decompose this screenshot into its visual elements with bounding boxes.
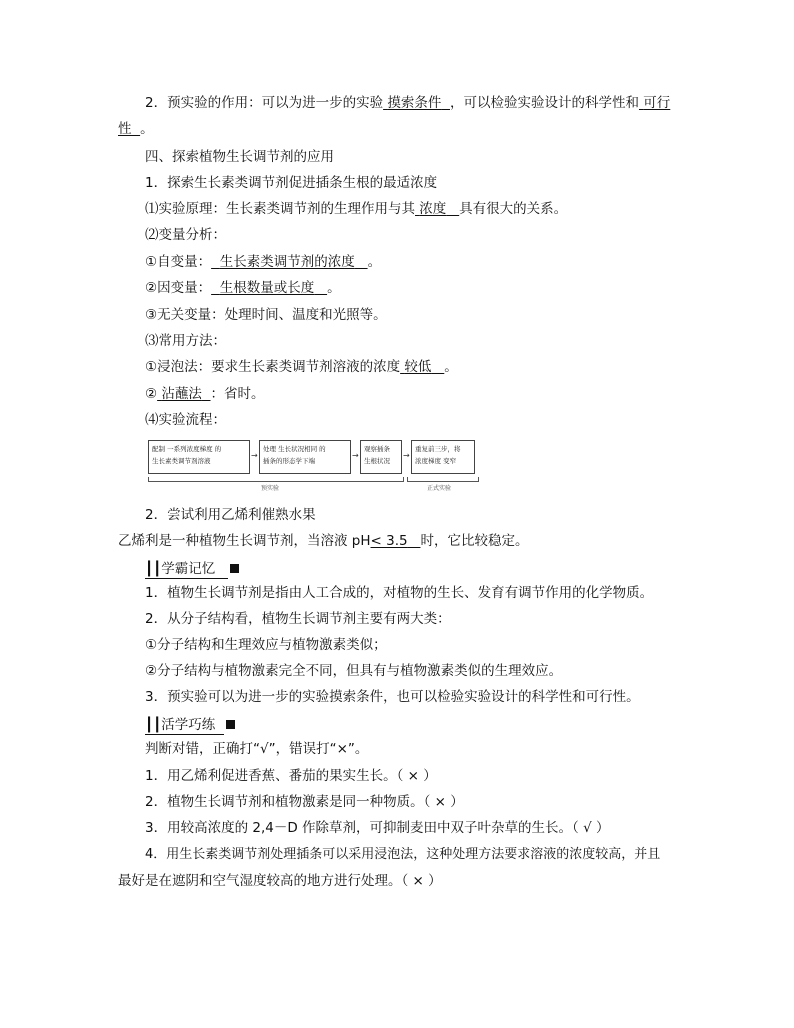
brace-formal-experiment: [407, 477, 479, 482]
arrow-icon: →: [403, 451, 410, 460]
ethephon-text-a: 乙烯利是一种植物生长调节剂，当溶液 pH: [118, 533, 371, 549]
iv-period: 。: [367, 254, 382, 270]
blank-answer-dv: 生根数量或长度: [219, 280, 315, 296]
intro-line-2: [118, 119, 154, 139]
ethephon-text-b: 时，它比较稳定。: [420, 533, 529, 549]
flow-step-prepare-l1: 配制 一系列浓度梯度 的: [152, 445, 222, 453]
practice-question-2: 2．植物生长调节剂和植物激素是同一种物质。（ × ）: [145, 794, 464, 810]
memory-item-3: 3．预实验可以为进一步的实验摸索条件，也可以检验实验设计的科学性和可行性。: [145, 689, 640, 705]
flow-step-observe-l1: 观察插条: [364, 445, 390, 453]
iv-label: ①自变量：: [145, 254, 212, 270]
principle-text-a: ⑴实验原理：生长素类调节剂的生理作用与其: [145, 201, 415, 217]
intro-text-a: 2．预实验的作用：可以为进一步的实验: [145, 95, 384, 111]
flow-step-observe-l2: 生根状况: [364, 457, 390, 465]
arrow-icon: →: [352, 451, 359, 460]
memory-item-2: 2．从分子结构看，植物生长调节剂主要有两大类：: [145, 611, 451, 627]
subsection-1-title: 1．探索生长素类调节剂促进插条生根的最适浓度: [145, 175, 438, 191]
soak-text: ①浸泡法：要求生长素类调节剂溶液的浓度: [145, 359, 401, 375]
memory-item-1: 1．植物生长调节剂是指由人工合成的，对植物的生长、发育有调节作用的化学物质。: [145, 585, 654, 601]
principle-text-b: 具有很大的关系。: [459, 201, 568, 217]
dip-method-line: [145, 384, 265, 404]
flow-step-treat: [259, 440, 351, 474]
intro-line-1: [145, 93, 670, 113]
controlled-variable-line: ③无关变量：处理时间、温度和光照等。: [145, 307, 387, 323]
label-pre-experiment: 预实验: [261, 485, 280, 492]
practice-question-1: 1．用乙烯利促进香蕉、番茄的果实生长。（ × ）: [145, 768, 437, 784]
practice-instruction: 判断对错，正确打“√”，错误打“×”。: [145, 741, 369, 757]
flow-step-repeat: [411, 440, 475, 474]
flow-step-prepare: [148, 440, 250, 474]
dv-label: ②因变量：: [145, 280, 212, 296]
square-marker-icon: [226, 720, 235, 729]
dip-number: ②: [145, 386, 158, 402]
practice-question-4-line-2: 最好是在遮阴和空气湿度较高的地方进行处理。（ × ）: [118, 873, 442, 889]
bar-marker-icon: ┃┃: [145, 717, 162, 733]
bar-marker-icon: ┃┃: [145, 561, 162, 577]
flow-step-prepare-l2: 生长素类调节剂溶液: [152, 457, 211, 465]
section-title: 四、探索植物生长调节剂的应用: [145, 149, 334, 165]
ethephon-line: [118, 531, 528, 551]
flow-step-treat-l2: 插条的形态学下端: [263, 457, 315, 465]
methods-heading: ⑶常用方法：: [145, 333, 226, 349]
square-marker-icon: [230, 564, 239, 573]
flow-step-treat-l1: 处理 生长状况相同 的: [263, 445, 326, 453]
flow-step-repeat-l2: 浓度梯度 变窄: [415, 457, 457, 465]
dip-text: ：省时。: [210, 386, 265, 402]
experiment-flowchart: [145, 440, 481, 492]
intro-period: 。: [140, 121, 154, 137]
dependent-variable-line: [145, 278, 341, 298]
principle-line: [145, 199, 567, 219]
soak-method-line: [145, 357, 458, 377]
practice-header: [145, 713, 235, 735]
blank-answer-dip: 沾蘸法: [161, 386, 202, 402]
memory-item-2a: ①分子结构和生理效应与植物激素类似；: [145, 637, 387, 653]
blank-answer-explore-conditions: 摸索条件: [387, 95, 442, 111]
arrow-icon: →: [251, 451, 258, 460]
subsection-2-title: 2．尝试利用乙烯利催熟水果: [145, 507, 316, 523]
flow-step-observe: [360, 440, 402, 474]
memory-header-text: 学霸记忆: [161, 561, 216, 577]
dv-period: 。: [327, 280, 341, 296]
memory-header: [145, 557, 239, 579]
independent-variable-line: [145, 252, 381, 272]
blank-answer-low: 较低: [404, 359, 432, 375]
practice-question-4-line-1: 4．用生长素类调节剂处理插条可以采用浸泡法，这种处理方法要求溶液的浓度较高，并且: [145, 847, 661, 862]
practice-header-text: 活学巧练: [161, 717, 216, 733]
blank-answer-feasibility-1: 可行: [643, 95, 671, 111]
label-formal-experiment: 正式实验: [427, 485, 452, 492]
variable-analysis-heading: ⑵变量分析：: [145, 227, 226, 243]
memory-item-2b: ②分子结构与植物激素完全不同，但具有与植物激素类似的生理效应。: [145, 663, 563, 679]
practice-question-3: 3．用较高浓度的 2,4－D 作除草剂，可抑制麦田中双子叶杂草的生长。（ √ ）: [145, 820, 610, 836]
soak-period: 。: [444, 359, 458, 375]
brace-pre-experiment: [148, 477, 404, 482]
blank-answer-ph: < 3.5: [370, 533, 408, 549]
blank-answer-feasibility-2: 性: [118, 121, 132, 137]
flow-step-repeat-l1: 重复前三步，将: [415, 445, 461, 453]
process-heading: ⑷实验流程：: [145, 412, 226, 428]
blank-answer-iv: 生长素类调节剂的浓度: [219, 254, 355, 270]
intro-text-b: ，可以检验实验设计的科学性和: [449, 95, 639, 111]
blank-answer-concentration: 浓度: [419, 201, 447, 217]
